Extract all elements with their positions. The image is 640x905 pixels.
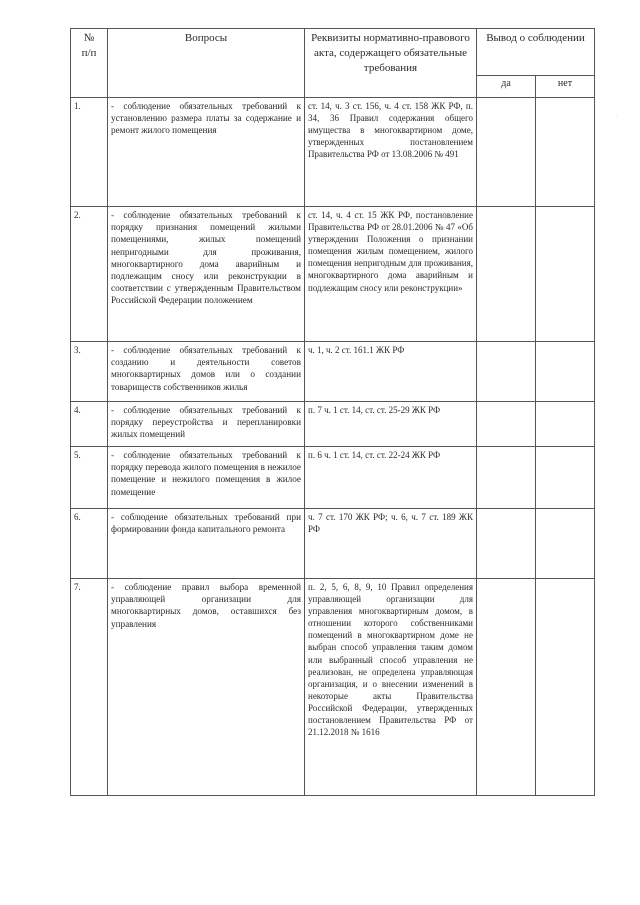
row-number: 1. [71, 98, 108, 207]
requirements-checklist-table [70, 28, 595, 796]
row-question: - соблюдение обязательных требований к установлению размера платы за содержание и ремонт жилого помещения [108, 98, 305, 207]
table-row [71, 509, 595, 579]
row-yes-cell[interactable] [477, 98, 536, 207]
row-requisites: ст. 14, ч. 3 ст. 156, ч. 4 ст. 158 ЖК РФ, п. 34, 36 Правил содержания общего имущества в многоквартирном доме, утвержденных постановлением Правительства РФ от 13.08.2006 № 491 [305, 98, 477, 207]
header-yes: да [477, 76, 536, 98]
row-yes-cell[interactable] [477, 447, 536, 509]
header-no: нет [536, 76, 595, 98]
row-question: - соблюдение обязательных требований к созданию и деятельности советов многоквартирных домов или о создании товариществ собственников жилья [108, 342, 305, 402]
header-requisites: Реквизиты нормативно-правового акта, содержащего обязательные требования [305, 29, 477, 98]
table-row [71, 402, 595, 447]
table-row [71, 447, 595, 509]
header-compliance-result: Вывод о соблюдении [477, 29, 595, 76]
row-number: 7. [71, 579, 108, 796]
row-requisites: ч. 1, ч. 2 ст. 161.1 ЖК РФ [305, 342, 477, 402]
row-question: - соблюдение обязательных требований при формировании фонда капитального ремонта [108, 509, 305, 579]
scan-speck: · [616, 114, 618, 120]
header-number: № п/п [71, 29, 108, 98]
row-no-cell[interactable] [536, 98, 595, 207]
row-no-cell[interactable] [536, 402, 595, 447]
table-row [71, 579, 595, 796]
row-number: 2. [71, 207, 108, 342]
row-requisites: п. 6 ч. 1 ст. 14, ст. ст. 22-24 ЖК РФ [305, 447, 477, 509]
row-yes-cell[interactable] [477, 509, 536, 579]
row-number: 3. [71, 342, 108, 402]
row-yes-cell[interactable] [477, 579, 536, 796]
row-number: 5. [71, 447, 108, 509]
row-question: - соблюдение обязательных требований к порядку перевода жилого помещения в нежилое помещение и нежилого помещения в жилое помещение [108, 447, 305, 509]
table-row [71, 207, 595, 342]
row-yes-cell[interactable] [477, 342, 536, 402]
row-yes-cell[interactable] [477, 207, 536, 342]
row-yes-cell[interactable] [477, 402, 536, 447]
checklist-document [70, 28, 594, 796]
row-number: 6. [71, 509, 108, 579]
row-requisites: ч. 7 ст. 170 ЖК РФ; ч. 6, ч. 7 ст. 189 ЖК РФ [305, 509, 477, 579]
row-requisites: ст. 14, ч. 4 ст. 15 ЖК РФ, постановление Правительства РФ от 28.01.2006 № 47 «Об утверждении Положения о признании помещения жилым помещением, жилого помещения непригодным для проживания, многоквартирного дома аварийным и подлежащим сносу или реконструкции» [305, 207, 477, 342]
row-no-cell[interactable] [536, 579, 595, 796]
header-question: Вопросы [108, 29, 305, 98]
table-row [71, 98, 595, 207]
header-row [71, 29, 595, 76]
row-no-cell[interactable] [536, 342, 595, 402]
row-no-cell[interactable] [536, 447, 595, 509]
row-question: - соблюдение правил выбора временной управляющей организации для многоквартирных домов, оставшихся без управления [108, 579, 305, 796]
row-no-cell[interactable] [536, 509, 595, 579]
row-requisites: п. 2, 5, 6, 8, 9, 10 Правил определения управляющей организации для управления многоквартирным домом, в отношении которого собственниками помещений в многоквартирном доме не выбран способ управления таким домом или выбранный способ управления не реализован, не определена управляющая организация, и о внесении изменений в некоторые акты Правительства Российской Федерации, утвержденных постановлением Правительства РФ от 21.12.2018 № 1616 [305, 579, 477, 796]
row-question: - соблюдение обязательных требований к порядку признания помещений жилыми помещениями, жилых помещений непригодными для проживания, многоквартирного дома аварийным и подлежащим сносу или реконструкции в соответствии с утвержденным Правительством Российской Федерации положением [108, 207, 305, 342]
row-question: - соблюдение обязательных требований к порядку переустройства и перепланировки жилых помещений [108, 402, 305, 447]
row-requisites: п. 7 ч. 1 ст. 14, ст. ст. 25-29 ЖК РФ [305, 402, 477, 447]
row-number: 4. [71, 402, 108, 447]
row-no-cell[interactable] [536, 207, 595, 342]
table-row [71, 342, 595, 402]
